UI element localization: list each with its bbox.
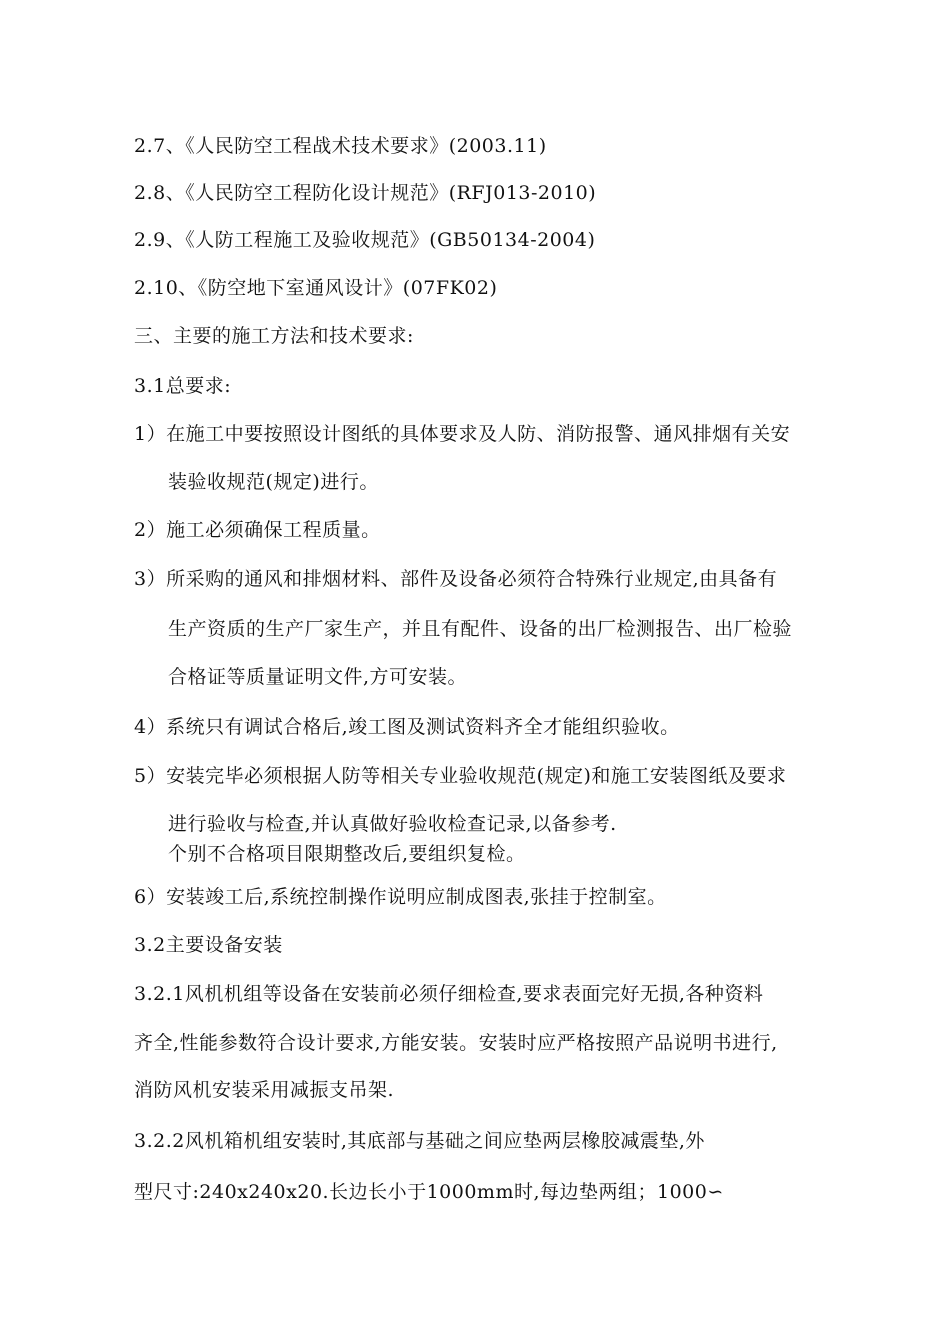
item-5-line-2: 进行验收与检查,并认真做好验收检查记录,以备参考. xyxy=(168,813,617,835)
item-6: 6）安装竣工后,系统控制操作说明应制成图表,张挂于控制室。 xyxy=(134,886,667,908)
item-3-line-3: 合格证等质量证明文件,方可安装。 xyxy=(168,666,468,688)
ref-2-9: 2.9、《人防工程施工及验收规范》(GB50134-2004) xyxy=(134,229,596,251)
subsection-3-2-heading: 3.2主要设备安装 xyxy=(134,934,283,956)
para-3-2-1-line-2: 齐全,性能参数符合设计要求,方能安装。安装时应严格按照产品说明书进行, xyxy=(134,1032,778,1054)
para-3-2-1-line-1: 3.2.1风机机组等设备在安装前必须仔细检查,要求表面完好无损,各种资料 xyxy=(134,983,764,1005)
section-3-heading: 三、主要的施工方法和技术要求: xyxy=(134,325,414,347)
item-4: 4）系统只有调试合格后,竣工图及测试资料齐全才能组织验收。 xyxy=(134,716,680,738)
item-3-line-1: 3）所采购的通风和排烟材料、部件及设备必须符合特殊行业规定,由具备有 xyxy=(134,568,778,590)
subsection-3-1-heading: 3.1总要求: xyxy=(134,375,232,397)
ref-2-8: 2.8、《人民防空工程防化设计规范》(RFJ013-2010) xyxy=(134,182,597,204)
para-3-2-1-line-3: 消防风机安装采用减振支吊架. xyxy=(134,1079,395,1101)
item-3-line-2: 生产资质的生产厂家生产，并且有配件、设备的出厂检测报告、出厂检验 xyxy=(168,618,793,640)
para-3-2-2-line-1: 3.2.2风机箱机组安装时,其底部与基础之间应垫两层橡胶减震垫,外 xyxy=(134,1130,705,1152)
item-1-line-2: 装验收规范(规定)进行。 xyxy=(168,471,379,493)
item-5-line-1: 5）安装完毕必须根据人防等相关专业验收规范(规定)和施工安装图纸及要求 xyxy=(134,765,787,787)
item-5-line-3: 个别不合格项目限期整改后,要组织复检。 xyxy=(168,843,526,865)
ref-2-7: 2.7、《人民防空工程战术技术要求》(2003.11) xyxy=(134,135,547,157)
item-2: 2）施工必须确保工程质量。 xyxy=(134,519,381,541)
item-1-line-1: 1）在施工中要按照设计图纸的具体要求及人防、消防报警、通风排烟有关安 xyxy=(134,423,791,445)
para-3-2-2-line-2: 型尺寸:240x240x20.长边长小于1000mm时,每边垫两组；1000∽ xyxy=(134,1181,724,1203)
ref-2-10: 2.10、《防空地下室通风设计》(07FK02) xyxy=(134,277,498,299)
